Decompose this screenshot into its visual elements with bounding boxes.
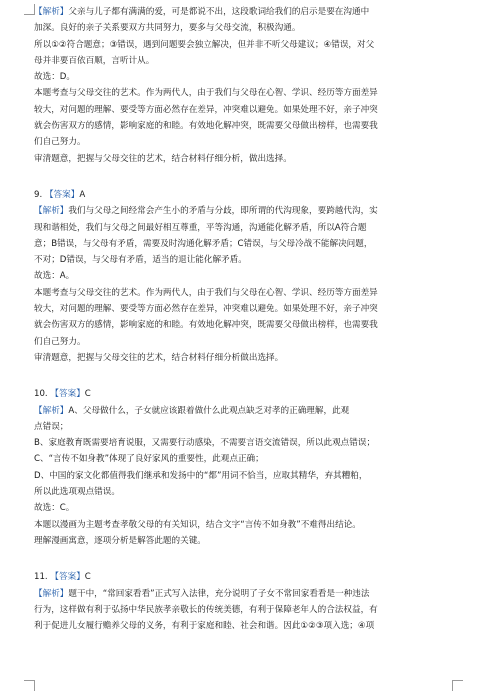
answer-value: A <box>79 189 86 200</box>
question-number: 11. <box>34 572 48 583</box>
answer-tag: 【答案】 <box>44 189 80 200</box>
text-line <box>34 37 450 53</box>
question-9 <box>34 187 450 366</box>
margin-corner-mark <box>452 680 463 691</box>
text-line <box>34 151 450 167</box>
line-text: 们自己努力。 <box>34 336 86 347</box>
text-line <box>34 468 450 484</box>
line-text: 我们与父母之间经常会产生小的矛盾与分歧，即所谓的代沟现象，要跨越代沟，实 <box>68 206 378 217</box>
explanation <box>34 586 450 635</box>
text-line <box>34 69 450 85</box>
text-line <box>34 602 450 618</box>
text-line <box>34 85 450 101</box>
text-line <box>34 285 450 301</box>
answer-tag: 【答案】 <box>50 572 85 583</box>
line-text: 所以①②符合题意；③错误，遇到问题要会独立解决，但并非不听父母建议；④错误，对父 <box>34 39 375 50</box>
text-line <box>34 102 450 118</box>
text-line <box>34 317 450 333</box>
line-text: 意；B错误，与父母有矛盾，需要及时沟通化解矛盾；C错误，与父母冷战不能解决问题， <box>34 238 373 249</box>
text-line <box>34 53 450 69</box>
line-text: 加深。良好的亲子关系要双方共同努力，要多与父母交流，积极沟通。 <box>34 23 301 34</box>
text-line <box>34 403 450 419</box>
paragraph-spacer <box>34 366 450 380</box>
answer-line <box>34 569 450 585</box>
line-text: 故选：A。 <box>34 271 75 282</box>
text-line <box>34 236 450 252</box>
question-8-explanation <box>34 4 450 167</box>
line-text: 所以此选项观点错误。 <box>34 487 120 498</box>
line-text: 本题以漫画为主题考查孝敬父母的有关知识，结合文字“言传不如身教”不难得出结论。 <box>34 519 361 530</box>
text-line <box>34 419 450 435</box>
text-line <box>34 334 450 350</box>
text-line <box>34 134 450 150</box>
answer-value: C <box>84 389 91 400</box>
text-line <box>34 118 450 134</box>
line-text: 故选：D。 <box>34 72 75 83</box>
line-text: B、家庭教育既需要培育说服，又需要行动感染，不需要言语交流错误，所以此观点错误； <box>34 438 376 449</box>
text-line <box>34 586 450 602</box>
paragraph-spacer <box>34 549 450 563</box>
text-line <box>34 20 450 36</box>
line-text: 本题考查与父母交往的艺术。作为两代人，由于我们与父母在心智、学识、经历等方面差异 <box>34 88 378 99</box>
line-text: 母并非要百依百顺，言听计从。 <box>34 55 155 66</box>
line-text: 故选：C。 <box>34 503 75 514</box>
line-text: 就会伤害双方的感情，影响家庭的和睦。有效地化解冲突，既需要父母做出榜样，也需要我 <box>34 320 378 331</box>
answer-tag: 【答案】 <box>50 389 85 400</box>
text-line <box>34 301 450 317</box>
line-text: 较大，对问题的理解、要受等方面必然存在差异，冲突难以避免。如果处理不好，亲子冲突 <box>34 104 378 115</box>
text-line <box>34 203 450 219</box>
text-line <box>34 220 450 236</box>
document-body <box>34 4 450 634</box>
line-text: 审清题意，把握与父母交往的艺术，结合材料仔细分析做出选择。 <box>34 352 284 363</box>
text-line <box>34 517 450 533</box>
line-text: 题干中，“常回家看看”正式写入法律，充分说明了子女不常回家看看是一种违法 <box>68 588 370 599</box>
question-number: 9. <box>34 189 43 200</box>
text-line <box>34 618 450 634</box>
line-text: A、父母做什么，子女就应该跟着做什么此观点缺乏对孝的正确理解，此观 <box>68 405 350 416</box>
question-10 <box>34 386 450 549</box>
explanation <box>34 403 450 550</box>
explanation-tag: 【解析】 <box>34 405 69 416</box>
text-line <box>34 533 450 549</box>
line-text: 父亲与儿子都有满满的爱，可是都说不出，这段歌词给我们的启示是要在沟通中 <box>68 7 370 17</box>
line-text: 现和谐相处，我们与父母之间最好相互尊重，平等沟通，沟通能化解矛盾，所以A符合题 <box>34 222 367 233</box>
line-text: 审清题意，把握与父母交往的艺术，结合材料仔细分析，做出选择。 <box>34 153 292 164</box>
line-text: 较大，对问题的理解、要受等方面必然存在差异，冲突难以避免。如果处理不好，亲子冲突 <box>34 304 378 315</box>
text-line <box>34 451 450 467</box>
line-text: 点错误； <box>34 421 69 432</box>
line-text: D、中国的家文化都值得我们继承和发扬中的“都”用词不恰当，应取其精华，弃其糟粕， <box>34 470 368 481</box>
line-text: 理解漫画寓意，逐项分析是解答此题的关键。 <box>34 535 206 546</box>
text-line <box>34 4 450 20</box>
line-text: 行为，这样做有利于弘扬中华民族孝亲敬长的传统美德，有利于保障老年人的合法权益，有 <box>34 604 378 615</box>
line-text: C、“言传不如身教”体现了良好家风的重要性，此观点正确； <box>34 454 264 465</box>
explanation-tag: 【解析】 <box>34 7 69 17</box>
answer-value: C <box>84 572 91 583</box>
line-text: 本题考查与父母交往的艺术。作为两代人，由于我们与父母在心智、学识、经历等方面差异 <box>34 287 378 298</box>
text-line <box>34 435 450 451</box>
explanation <box>34 203 450 366</box>
question-11 <box>34 569 450 634</box>
question-number: 10. <box>34 389 48 400</box>
text-line <box>34 484 450 500</box>
margin-corner-mark <box>24 680 35 691</box>
answer-line <box>34 386 450 402</box>
paragraph-spacer <box>34 167 450 181</box>
explanation-tag: 【解析】 <box>34 206 69 217</box>
line-text: 利于促进儿女履行赡养父母的义务，有利于家庭和睦、社会和谐。因此①②③项入选；④项 <box>34 621 375 632</box>
text-line <box>34 268 450 284</box>
line-text: 不对；D错误，与父母有矛盾，适当的退让能化解矛盾。 <box>34 255 247 266</box>
line-text: 们自己努力。 <box>34 137 86 148</box>
text-line <box>34 500 450 516</box>
line-text: 就会伤害双方的感情，影响家庭的和睦。有效地化解冲突，既需要父母做出榜样，也需要我 <box>34 121 378 132</box>
explanation-tag: 【解析】 <box>34 588 69 599</box>
text-line <box>34 350 450 366</box>
answer-line <box>34 187 450 203</box>
text-line <box>34 252 450 268</box>
